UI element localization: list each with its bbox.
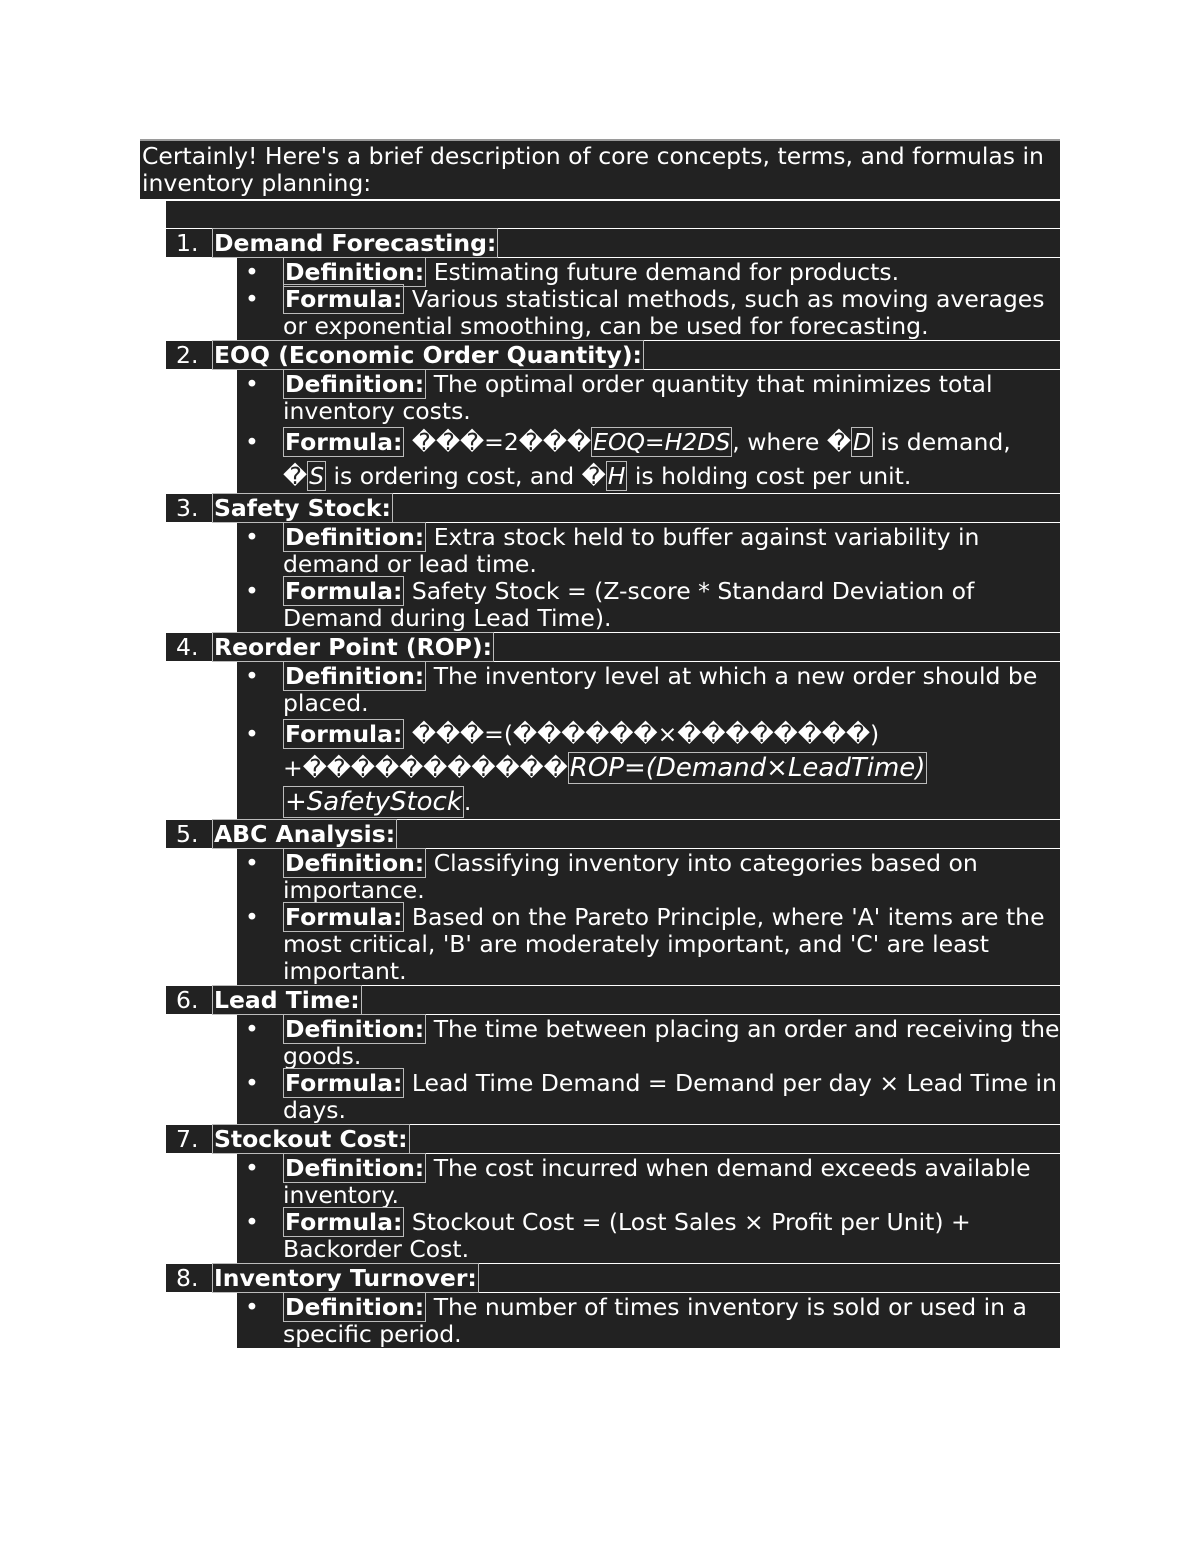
blank-line — [166, 200, 1060, 229]
bullet-icon: • — [245, 428, 259, 456]
definition-label: Definition: — [285, 1015, 425, 1043]
bullet-icon: • — [245, 662, 259, 690]
definition-label: Definition: — [285, 1293, 425, 1321]
bullet-list — [237, 1293, 1060, 1348]
section-heading — [166, 341, 1060, 370]
document-page — [140, 139, 1060, 1348]
section-heading — [166, 633, 1060, 662]
bullet-icon: • — [245, 1069, 259, 1097]
section-eoq — [140, 341, 1060, 494]
bullet-list — [237, 662, 1060, 820]
definition-text: The time between placing an order and receiving the goods. — [283, 1015, 1060, 1070]
section-number: 5. — [176, 820, 199, 848]
formula-end: . — [463, 788, 472, 816]
section-inventory-turnover — [140, 1264, 1060, 1348]
list-item-formula — [237, 1209, 1060, 1263]
formula-text: is holding cost per unit. — [627, 462, 912, 490]
bullet-icon: • — [245, 1293, 259, 1321]
list-item-definition — [237, 1155, 1060, 1209]
definition-text: Estimating future demand for products. — [433, 258, 900, 286]
section-number: 3. — [176, 494, 199, 522]
definition-text: The optimal order quantity that minimizes total inventory costs. — [283, 370, 993, 425]
section-number: 2. — [176, 341, 199, 369]
bullet-icon: • — [245, 1208, 259, 1236]
definition-text: The inventory level at which a new order should be placed. — [283, 662, 1038, 717]
formula-text: Lead Time Demand = Demand per day × Lead Time in days. — [283, 1069, 1057, 1124]
formula-text: is demand, � — [283, 428, 1011, 490]
list-item-definition — [237, 259, 1060, 286]
section-heading — [166, 820, 1060, 849]
list-item-formula — [237, 425, 1060, 493]
formula-text: Stockout Cost = (Lost Sales × Profit per Unit) + Backorder Cost. — [283, 1208, 971, 1263]
list-item-formula — [237, 1070, 1060, 1124]
eoq-math: EOQ=H2DS — [593, 428, 731, 456]
section-title: EOQ (Economic Order Quantity): — [214, 341, 642, 369]
formula-text: Various statistical methods, such as moving averages or exponential smoothing, can be used for forecasting. — [283, 285, 1045, 340]
definition-label: Definition: — [285, 258, 425, 286]
list-item-formula — [237, 904, 1060, 985]
math-d: D — [852, 428, 872, 456]
rop-math-continued: +SafetyStock — [285, 787, 462, 817]
list-item-definition — [237, 1016, 1060, 1070]
formula-text: is ordering cost, and � — [326, 462, 606, 490]
list-item-definition — [237, 850, 1060, 904]
bullet-icon: • — [245, 720, 259, 748]
section-title: Inventory Turnover: — [214, 1264, 477, 1292]
formula-label: Formula: — [285, 428, 403, 456]
section-number: 6. — [176, 986, 199, 1014]
definition-text: The number of times inventory is sold or used in a specific period. — [283, 1293, 1027, 1348]
formula-label: Formula: — [285, 577, 403, 605]
bullet-icon: • — [245, 370, 259, 398]
math-s: S — [309, 462, 325, 490]
definition-label: Definition: — [285, 662, 425, 690]
garbled-formula-text: ���=2��� — [411, 428, 592, 456]
list-item-formula — [237, 578, 1060, 632]
definition-text: Classifying inventory into categories based on importance. — [283, 849, 978, 904]
section-safety-stock — [140, 494, 1060, 633]
list-item-formula — [237, 717, 1060, 819]
math-h: H — [607, 462, 626, 490]
definition-label: Definition: — [285, 523, 425, 551]
section-number: 7. — [176, 1125, 199, 1153]
list-item-definition — [237, 663, 1060, 717]
definition-label: Definition: — [285, 1154, 425, 1182]
section-heading — [166, 229, 1060, 258]
formula-label: Formula: — [285, 720, 403, 748]
list-item-definition — [237, 371, 1060, 425]
bullet-list — [237, 523, 1060, 633]
formula-text: Based on the Pareto Principle, where 'A' items are the most critical, 'B' are moderately important, and 'C' are least important. — [283, 903, 1045, 985]
formula-label: Formula: — [285, 1208, 403, 1236]
list-item-definition — [237, 524, 1060, 578]
section-number: 8. — [176, 1264, 199, 1292]
section-stockout-cost — [140, 1125, 1060, 1264]
bullet-list — [237, 1154, 1060, 1264]
section-reorder-point — [140, 633, 1060, 820]
definition-text: Extra stock held to buffer against variability in demand or lead time. — [283, 523, 980, 578]
bullet-list — [237, 1015, 1060, 1125]
formula-text: , where � — [732, 428, 851, 456]
section-heading — [166, 1264, 1060, 1293]
section-heading — [166, 494, 1060, 523]
section-title: Lead Time: — [214, 986, 360, 1014]
section-title: Stockout Cost: — [214, 1125, 408, 1153]
intro-paragraph: Certainly! Here's a brief description of core concepts, terms, and formulas in inventory planning: — [140, 139, 1060, 200]
rop-math: ROP=(Demand×LeadTime) — [569, 753, 926, 783]
bullet-icon: • — [245, 285, 259, 313]
section-demand-forecasting — [140, 229, 1060, 341]
bullet-icon: • — [245, 258, 259, 286]
list-item-definition — [237, 1294, 1060, 1348]
bullet-icon: • — [245, 903, 259, 931]
list-item-formula — [237, 286, 1060, 340]
bullet-icon: • — [245, 577, 259, 605]
bullet-icon: • — [245, 849, 259, 877]
bullet-list — [237, 849, 1060, 986]
section-title: Safety Stock: — [214, 494, 391, 522]
definition-label: Definition: — [285, 370, 425, 398]
definition-text: The cost incurred when demand exceeds available inventory. — [283, 1154, 1031, 1209]
section-title: Reorder Point (ROP): — [214, 633, 493, 661]
section-lead-time — [140, 986, 1060, 1125]
bullet-icon: • — [245, 1154, 259, 1182]
formula-label: Formula: — [285, 903, 403, 931]
bullet-icon: • — [245, 523, 259, 551]
garbled-formula-text: ���=(������×��������) +����������� — [283, 720, 880, 782]
formula-label: Formula: — [285, 1069, 403, 1097]
section-title: Demand Forecasting: — [214, 229, 497, 257]
section-number: 1. — [176, 229, 199, 257]
section-heading — [166, 1125, 1060, 1154]
bullet-icon: • — [245, 1015, 259, 1043]
definition-label: Definition: — [285, 849, 425, 877]
formula-text: Safety Stock = (Z-score * Standard Deviation of Demand during Lead Time). — [283, 577, 975, 632]
section-abc-analysis — [140, 820, 1060, 986]
section-heading — [166, 986, 1060, 1015]
section-number: 4. — [176, 633, 199, 661]
section-title: ABC Analysis: — [214, 820, 396, 848]
formula-label: Formula: — [285, 285, 403, 313]
bullet-list — [237, 258, 1060, 341]
bullet-list — [237, 370, 1060, 494]
